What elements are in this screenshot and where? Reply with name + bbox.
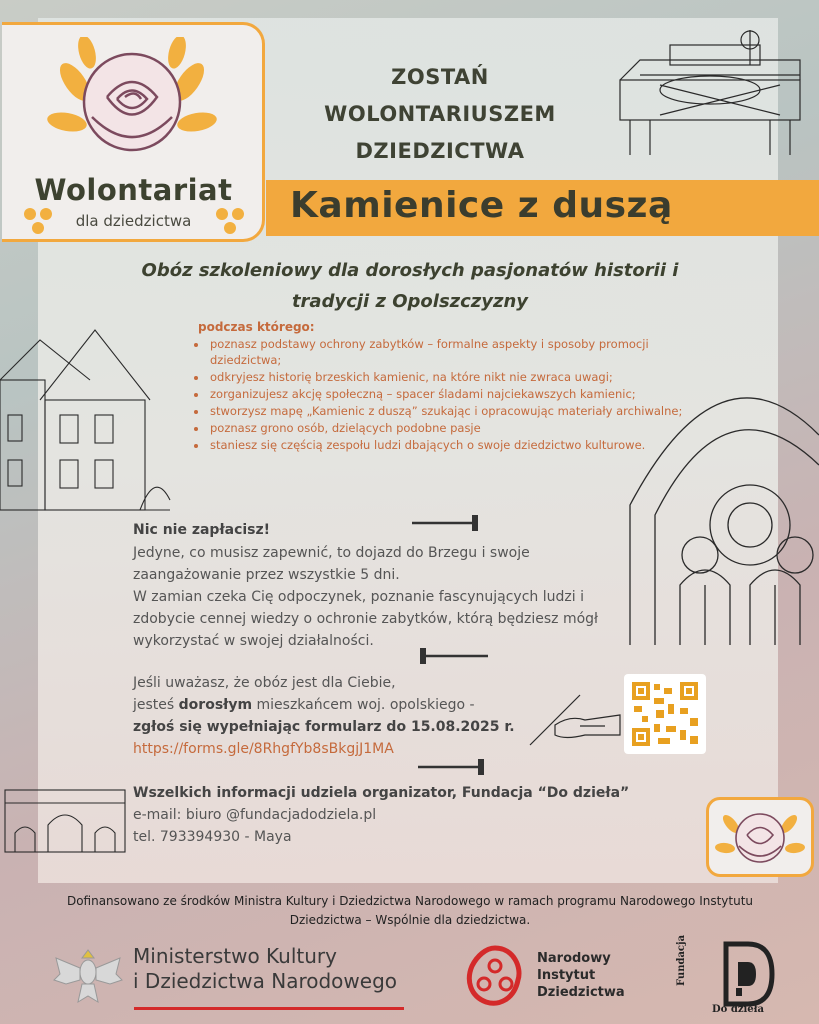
foundation-name: Do dzieła [712,1004,764,1015]
polish-eagle-icon [52,940,124,1012]
small-rose-card [706,797,814,877]
subtitle [70,255,750,317]
triumphal-arch-illustration [0,775,130,855]
nail-icon [418,646,488,666]
rose-logo-icon [47,37,217,172]
list-item: • stworzysz mapę „Kamienic z duszą” szukając i opracowując materiały archiwalne; [208,403,708,419]
benefits-list [186,336,708,454]
dots-left-icon [22,207,54,235]
ministry-line-2: i Dziedzictwa Narodowego [133,969,397,993]
nail-icon [412,513,482,533]
funding-note [20,892,800,930]
nid-line-1: Narodowy [537,951,611,966]
free-text-3: W zamian czeka Cię odpoczynek, poznanie fascynujących ludzi i [133,589,584,605]
ministry-line-1: Ministerstwo Kultury [133,944,337,968]
logo-card [2,22,265,242]
apply-text-post: mieszkańcem woj. opolskiego - [252,697,475,713]
machine-illustration [600,20,810,160]
free-title: Nic nie zapłacisz! [133,522,271,538]
nail-icon [418,757,488,777]
banner-title: Kamienice z duszą [290,185,673,226]
rose-logo-small-icon [709,800,811,874]
contact-email: e-mail: biuro @fundacjadodziela.pl [133,807,377,823]
apply-text-1: Jeśli uważasz, że obóz jest dla Ciebie, [133,675,396,691]
contact-title: Wszelkich informacji udziela organizator, Fundacja “Do dzieła” [133,785,630,801]
heading-line-2: WOLONTARIUSZEM [324,102,556,126]
contact-phone: tel. 793394930 - Maya [133,829,292,845]
apply-text-bold: dorosłym [178,697,253,713]
free-text-1: Jedyne, co musisz zapewnić, to dojazd do Brzegu i swoje [133,545,530,561]
funding-line-1: Dofinansowano ze środków Ministra Kultury i Dziedzictwa Narodowego w ramach programu Narodowego Instytutu [66,894,754,908]
subtitle-line-1: Obóz szkoleniowy dla dorosłych pasjonatów historii i [141,260,679,281]
qr-code-icon [624,674,706,754]
heading-line-1: ZOSTAŃ [391,65,489,89]
logo-subtitle: dla dziedzictwa [75,212,192,230]
ministry-underline [134,1007,404,1010]
logo-name: Wolontariat [34,173,233,207]
list-item: • poznasz podstawy ochrony zabytków – formalne aspekty i sposoby promocji dziedzictwa; [208,336,708,368]
nid-line-2: Instytut [537,968,596,983]
qr-code[interactable] [624,674,706,754]
heading-line-3: DZIEDZICTWA [355,139,525,163]
ministry-name [133,944,397,994]
form-link[interactable]: https://forms.gle/8RhgfYb8sBkgjJ1MA [133,741,394,757]
townhouse-illustration [0,320,180,530]
free-text-2: zaangażowanie przez wszystkie 5 dni. [133,567,400,583]
apply-text-pre: jesteś [133,697,179,713]
dots-right-icon [214,207,246,235]
during-label: podczas którego: [198,320,315,334]
apply-deadline: zgłoś się wypełniając formularz do 15.08.2025 r. [133,719,515,735]
foundation-vertical-label: Fundacja [676,934,687,986]
nid-name [537,950,625,1001]
free-text-4: zdobycie cennej wiedzy o ochronie zabytków, którą będziesz mógł [133,611,599,627]
apply-text-2 [133,695,475,716]
hand-pen-illustration [525,690,625,750]
subtitle-line-2: tradycji z Opolszczyzny [291,291,529,312]
list-item: • poznasz grono osób, dzielących podobne pasje [208,420,708,436]
list-item: • staniesz się częścią zespołu ludzi dbających o swoje dziedzictwo kulturowe. [208,437,708,453]
list-item: • odkryjesz historię brzeskich kamienic, na które nikt nie zwraca uwagi; [208,369,708,385]
free-text-5: wykorzystać w swojej działalności. [133,633,374,649]
nid-line-3: Dziedzictwa [537,985,625,1000]
nid-logo-icon [462,944,528,1010]
list-item: • zorganizujesz akcję społeczną – spacer śladami najciekawszych kamienic; [208,386,708,402]
funding-line-2: Dziedzictwa – Wspólnie dla dziedzictwa. [289,913,531,927]
